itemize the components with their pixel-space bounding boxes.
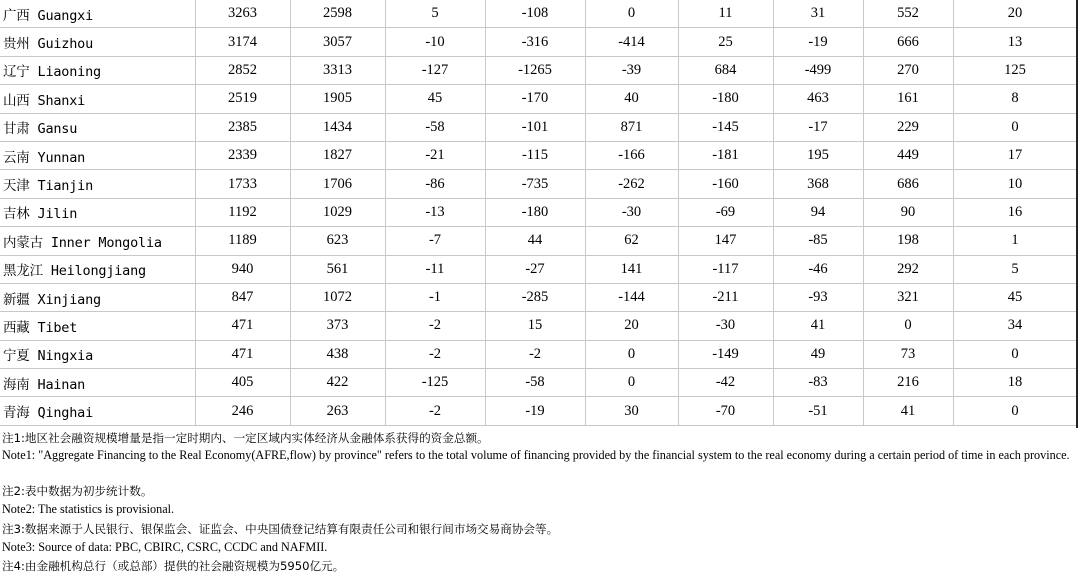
value-cell: 2852 (195, 56, 290, 84)
value-cell: -499 (773, 56, 863, 84)
value-cell: -83 (773, 369, 863, 397)
value-cell: 561 (290, 255, 385, 283)
value-cell: 368 (773, 170, 863, 198)
notes-section (2, 429, 1072, 576)
value-cell: -414 (585, 28, 678, 56)
province-name-cell: 甘肃 Gansu (0, 113, 195, 141)
value-cell: -70 (678, 397, 773, 425)
value-cell: -85 (773, 227, 863, 255)
value-cell: 438 (290, 340, 385, 368)
value-cell: 292 (863, 255, 953, 283)
value-cell: 1029 (290, 198, 385, 226)
value-cell: 5 (385, 0, 485, 28)
value-cell: 2385 (195, 113, 290, 141)
note3-chinese: 注3:数据来源于人民银行、银保监会、证监会、中央国债登记结算有限责任公司和银行间市场交易商协会等。 (2, 522, 559, 536)
value-cell: -42 (678, 369, 773, 397)
table-row (0, 255, 1077, 283)
value-cell: 3174 (195, 28, 290, 56)
value-cell: 41 (773, 312, 863, 340)
province-name-cell: 海南 Hainan (0, 369, 195, 397)
value-cell: 1434 (290, 113, 385, 141)
value-cell: -160 (678, 170, 773, 198)
value-cell: 463 (773, 85, 863, 113)
province-name-cell: 新疆 Xinjiang (0, 283, 195, 311)
value-cell: 5 (953, 255, 1077, 283)
value-cell: 847 (195, 283, 290, 311)
value-cell: -11 (385, 255, 485, 283)
table-row (0, 56, 1077, 84)
value-cell: 10 (953, 170, 1077, 198)
value-cell: 11 (678, 0, 773, 28)
value-cell: -117 (678, 255, 773, 283)
value-cell: 73 (863, 340, 953, 368)
value-cell: 1706 (290, 170, 385, 198)
table-row (0, 340, 1077, 368)
table-row (0, 198, 1077, 226)
value-cell: -17 (773, 113, 863, 141)
value-cell: 17 (953, 141, 1077, 169)
province-name-cell: 吉林 Jilin (0, 198, 195, 226)
value-cell: 40 (585, 85, 678, 113)
value-cell: 198 (863, 227, 953, 255)
value-cell: -30 (678, 312, 773, 340)
value-cell: -170 (485, 85, 585, 113)
value-cell: 666 (863, 28, 953, 56)
value-cell: 1733 (195, 170, 290, 198)
value-cell: -115 (485, 141, 585, 169)
value-cell: 3057 (290, 28, 385, 56)
province-name-cell: 云南 Yunnan (0, 141, 195, 169)
value-cell: 20 (585, 312, 678, 340)
value-cell: 449 (863, 141, 953, 169)
value-cell: 1905 (290, 85, 385, 113)
value-cell: 125 (953, 56, 1077, 84)
table-row (0, 0, 1077, 28)
value-cell: -180 (485, 198, 585, 226)
value-cell: -69 (678, 198, 773, 226)
value-cell: -39 (585, 56, 678, 84)
value-cell: -46 (773, 255, 863, 283)
value-cell: -51 (773, 397, 863, 425)
value-cell: 45 (953, 283, 1077, 311)
province-name-cell: 天津 Tianjin (0, 170, 195, 198)
value-cell: 686 (863, 170, 953, 198)
value-cell: -58 (485, 369, 585, 397)
value-cell: 1189 (195, 227, 290, 255)
value-cell: 405 (195, 369, 290, 397)
province-name-cell: 内蒙古 Inner Mongolia (0, 227, 195, 255)
value-cell: -145 (678, 113, 773, 141)
value-cell: 471 (195, 340, 290, 368)
value-cell: -211 (678, 283, 773, 311)
value-cell: 684 (678, 56, 773, 84)
value-cell: 552 (863, 0, 953, 28)
value-cell: -30 (585, 198, 678, 226)
note1-chinese: 注1:地区社会融资规模增量是指一定时期内、一定区域内实体经济从金融体系获得的资金总额。 (2, 431, 489, 445)
value-cell: -13 (385, 198, 485, 226)
table-right-border (1076, 0, 1078, 428)
value-cell: 2519 (195, 85, 290, 113)
province-name-cell: 辽宁 Liaoning (0, 56, 195, 84)
table-row (0, 283, 1077, 311)
value-cell: 16 (953, 198, 1077, 226)
value-cell: 2598 (290, 0, 385, 28)
table-row (0, 141, 1077, 169)
value-cell: 44 (485, 227, 585, 255)
value-cell: 246 (195, 397, 290, 425)
value-cell: -1 (385, 283, 485, 311)
value-cell: 30 (585, 397, 678, 425)
value-cell: -127 (385, 56, 485, 84)
value-cell: -181 (678, 141, 773, 169)
value-cell: 141 (585, 255, 678, 283)
value-cell: 0 (953, 113, 1077, 141)
value-cell: 18 (953, 369, 1077, 397)
value-cell: -101 (485, 113, 585, 141)
value-cell: 263 (290, 397, 385, 425)
value-cell: -735 (485, 170, 585, 198)
table-row (0, 113, 1077, 141)
value-cell: -2 (385, 340, 485, 368)
province-name-cell: 广西 Guangxi (0, 0, 195, 28)
value-cell: 147 (678, 227, 773, 255)
value-cell: -1265 (485, 56, 585, 84)
table-row (0, 312, 1077, 340)
value-cell: 94 (773, 198, 863, 226)
value-cell: 8 (953, 85, 1077, 113)
table-row (0, 85, 1077, 113)
province-name-cell: 西藏 Tibet (0, 312, 195, 340)
value-cell: -149 (678, 340, 773, 368)
value-cell: -19 (773, 28, 863, 56)
note3-english: Note3: Source of data: PBC, CBIRC, CSRC, CCDC and NAFMII. (2, 540, 328, 554)
value-cell: 90 (863, 198, 953, 226)
value-cell: 229 (863, 113, 953, 141)
value-cell: -86 (385, 170, 485, 198)
value-cell: 1072 (290, 283, 385, 311)
value-cell: 25 (678, 28, 773, 56)
value-cell: 0 (585, 340, 678, 368)
province-name-cell: 黑龙江 Heilongjiang (0, 255, 195, 283)
note1-english: Note1: "Aggregate Financing to the Real Economy(AFRE,flow) by province" refers to the total volume of financing provided by the financial system to the real economy during a certain period of time in each province. (2, 448, 1070, 462)
province-name-cell: 宁夏 Ningxia (0, 340, 195, 368)
value-cell: 45 (385, 85, 485, 113)
value-cell: -316 (485, 28, 585, 56)
value-cell: 31 (773, 0, 863, 28)
value-cell: -262 (585, 170, 678, 198)
value-cell: -125 (385, 369, 485, 397)
value-cell: 373 (290, 312, 385, 340)
note2-chinese: 注2:表中数据为初步统计数。 (2, 484, 153, 498)
value-cell: 1192 (195, 198, 290, 226)
value-cell: -10 (385, 28, 485, 56)
value-cell: -2 (385, 397, 485, 425)
table-row (0, 227, 1077, 255)
value-cell: 0 (953, 340, 1077, 368)
value-cell: 0 (953, 397, 1077, 425)
value-cell: -108 (485, 0, 585, 28)
value-cell: -180 (678, 85, 773, 113)
value-cell: 13 (953, 28, 1077, 56)
value-cell: 1827 (290, 141, 385, 169)
value-cell: 3313 (290, 56, 385, 84)
value-cell: -2 (485, 340, 585, 368)
value-cell: -27 (485, 255, 585, 283)
value-cell: -21 (385, 141, 485, 169)
value-cell: 34 (953, 312, 1077, 340)
value-cell: 195 (773, 141, 863, 169)
value-cell: 270 (863, 56, 953, 84)
table-row (0, 369, 1077, 397)
value-cell: -93 (773, 283, 863, 311)
value-cell: -58 (385, 113, 485, 141)
value-cell: 3263 (195, 0, 290, 28)
value-cell: 422 (290, 369, 385, 397)
value-cell: -144 (585, 283, 678, 311)
value-cell: 471 (195, 312, 290, 340)
value-cell: 940 (195, 255, 290, 283)
value-cell: -19 (485, 397, 585, 425)
note4-chinese: 注4:由金融机构总行（或总部）提供的社会融资规模为5950亿元。 (2, 559, 345, 573)
value-cell: 15 (485, 312, 585, 340)
table-row (0, 397, 1077, 425)
value-cell: 20 (953, 0, 1077, 28)
value-cell: 871 (585, 113, 678, 141)
value-cell: 216 (863, 369, 953, 397)
table-row (0, 170, 1077, 198)
value-cell: 321 (863, 283, 953, 311)
province-name-cell: 青海 Qinghai (0, 397, 195, 425)
province-name-cell: 贵州 Guizhou (0, 28, 195, 56)
value-cell: 0 (863, 312, 953, 340)
province-name-cell: 山西 Shanxi (0, 85, 195, 113)
value-cell: 49 (773, 340, 863, 368)
value-cell: -166 (585, 141, 678, 169)
value-cell: -285 (485, 283, 585, 311)
value-cell: 41 (863, 397, 953, 425)
value-cell: 2339 (195, 141, 290, 169)
note2-english: Note2: The statistics is provisional. (2, 502, 175, 516)
value-cell: 0 (585, 369, 678, 397)
value-cell: -2 (385, 312, 485, 340)
value-cell: 1 (953, 227, 1077, 255)
value-cell: 623 (290, 227, 385, 255)
value-cell: 161 (863, 85, 953, 113)
value-cell: 62 (585, 227, 678, 255)
value-cell: 0 (585, 0, 678, 28)
table-row (0, 28, 1077, 56)
value-cell: -7 (385, 227, 485, 255)
